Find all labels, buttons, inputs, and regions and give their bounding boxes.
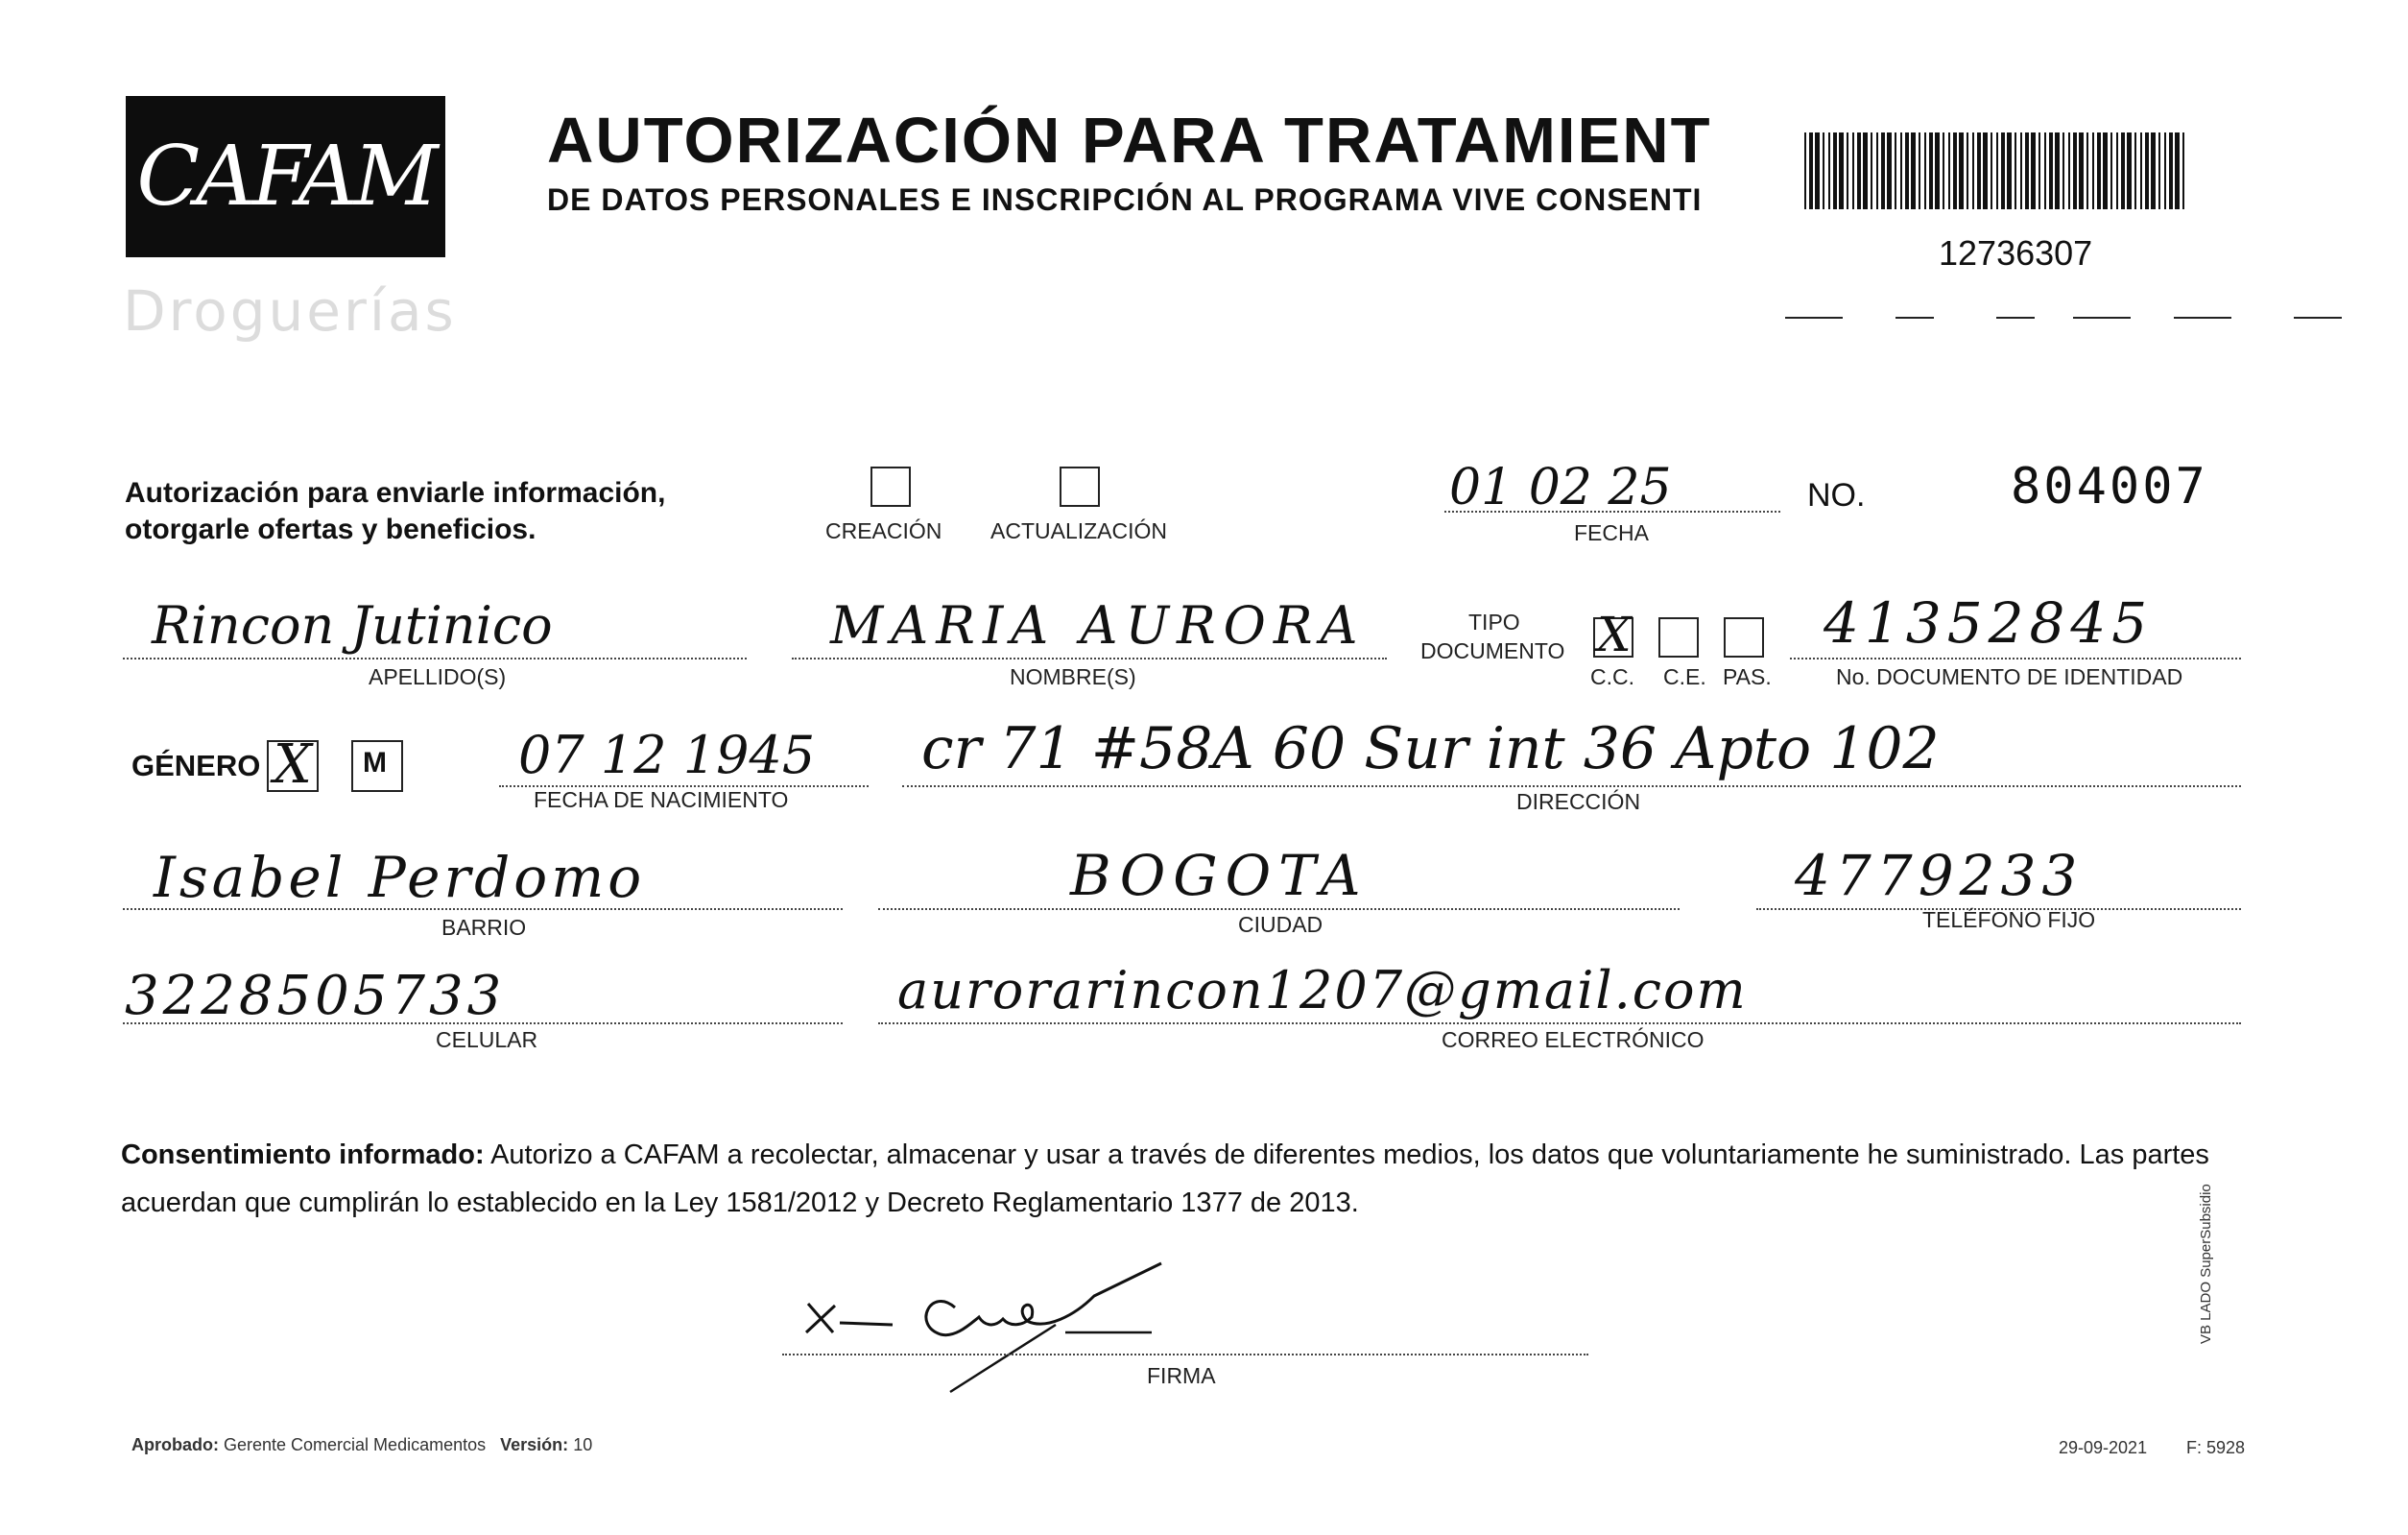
documento-label: DOCUMENTO: [1420, 638, 1565, 663]
actualizacion-checkbox[interactable]: [1060, 467, 1100, 507]
actualizacion-label: ACTUALIZACIÓN: [990, 518, 1168, 543]
barrio-line: [123, 908, 843, 910]
genero-label: GÉNERO: [131, 749, 261, 782]
divider: [2073, 317, 2131, 319]
barcode-bar: [1929, 132, 1933, 209]
documento-line: [1790, 658, 2241, 660]
auth-text-line2: otorgarle ofertas y beneficios.: [125, 514, 536, 545]
divider: [1785, 317, 1843, 319]
barcode-bar: [1871, 132, 1872, 209]
barcode-bar: [2062, 132, 2064, 209]
ciudad-label: CIUDAD: [1238, 912, 1323, 937]
firma-label: FIRMA: [1147, 1363, 1216, 1388]
form-subtitle: DE DATOS PERSONALES E INSCRIPCIÓN AL PROGRAMA VIVE CONSENTI: [547, 182, 1703, 217]
logo-subtitle: Droguerías: [123, 278, 457, 344]
barcode-bar: [2121, 132, 2125, 209]
barcode-bar: [1943, 132, 1944, 209]
aprobado-label: Aprobado:: [131, 1435, 219, 1454]
barcode-bar: [1881, 132, 1885, 209]
nombres-line: [792, 658, 1387, 660]
documento-numero-label: No. DOCUMENTO DE IDENTIDAD: [1836, 664, 2183, 689]
firma-line: [782, 1354, 1588, 1355]
no-label: NO.: [1807, 477, 1866, 514]
auth-text-line1: Autorización para enviarle información,: [125, 477, 666, 509]
nacimiento-label: FECHA DE NACIMIENTO: [534, 787, 789, 812]
cafam-logo: CAFAM: [126, 96, 445, 257]
barcode-bar: [1828, 132, 1830, 209]
barcode-bar: [2169, 132, 2173, 209]
barcode-bar: [1900, 132, 1902, 209]
barcode-bar: [1887, 132, 1892, 209]
consent-title: Consentimiento informado:: [121, 1139, 485, 1170]
barcode-bar: [2086, 132, 2088, 209]
footer-date: 29-09-2021: [2059, 1438, 2148, 1457]
barcode-bar: [2151, 132, 2156, 209]
barcode-bar: [2140, 132, 2142, 209]
version-value: 10: [573, 1435, 593, 1454]
barcode-bar: [2134, 132, 2136, 209]
barcode-bar: [1847, 132, 1848, 209]
barcode-bar: [2097, 132, 2101, 209]
ciudad-value: BOGOTA: [1070, 843, 1369, 908]
barcode-bar: [1935, 132, 1940, 209]
barcode-bar: [1833, 132, 1837, 209]
form-number: 804007: [2011, 458, 2208, 516]
footer-approval: [131, 1435, 592, 1455]
correo-value: aurorarincon1207@gmail.com: [897, 960, 1748, 1020]
documento-value: 41352845: [1824, 590, 2154, 656]
barcode-bar: [1948, 132, 1950, 209]
ce-label: C.E.: [1663, 664, 1706, 689]
barcode: [1804, 132, 2188, 209]
barcode-bar: [2175, 132, 2180, 209]
barcode-bar: [2020, 132, 2022, 209]
correo-label: CORREO ELECTRÓNICO: [1442, 1027, 1705, 1052]
apellidos-line: [123, 658, 747, 660]
direccion-value: cr 71 #58A 60 Sur int 36 Apto 102: [921, 715, 1940, 782]
barcode-bar: [2007, 132, 2012, 209]
barcode-bar: [1972, 132, 1974, 209]
cc-check-mark: X: [1597, 607, 1632, 662]
barcode-bar: [2025, 132, 2029, 209]
consent-text: Autorizo a CAFAM a recolectar, almacenar y usar a través de diferentes medios, los datos que voluntariamente he suministrado. Las partes acuerdan que cumplirán lo establecido en la Ley 1581/2012 y Decreto Reglamentario 1377 de 2013.: [121, 1139, 2209, 1218]
ce-checkbox[interactable]: [1658, 617, 1699, 658]
tipo-label: TIPO: [1468, 610, 1520, 635]
barcode-bar: [1959, 132, 1964, 209]
side-vertical-text: VB LADO SuperSubsidio: [2198, 1184, 2214, 1344]
pas-checkbox[interactable]: [1724, 617, 1764, 658]
aprobado-value: Gerente Comercial Medicamentos: [224, 1435, 487, 1454]
barcode-bar: [1863, 132, 1868, 209]
signature-image: [787, 1258, 1190, 1402]
barcode-bar: [1804, 132, 1806, 209]
barcode-bar: [2127, 132, 2132, 209]
nombres-value: MARIA AURORA: [830, 595, 1366, 656]
barcode-bar: [2015, 132, 2016, 209]
creacion-checkbox[interactable]: [870, 467, 911, 507]
barcode-bar: [2103, 132, 2108, 209]
fecha-label: FECHA: [1574, 520, 1649, 545]
barcode-bar: [2031, 132, 2036, 209]
genero-m-label: M: [363, 747, 387, 779]
telefono-value: 4779233: [1795, 843, 2084, 908]
barcode-bar: [2055, 132, 2060, 209]
barcode-bar: [2158, 132, 2160, 209]
barcode-bar: [1823, 132, 1824, 209]
barcode-bar: [1839, 132, 1844, 209]
celular-label: CELULAR: [436, 1027, 538, 1052]
barcode-bar: [2079, 132, 2084, 209]
apellidos-value: Rincon Jutinico: [152, 595, 553, 656]
form-title: AUTORIZACIÓN PARA TRATAMIENT: [547, 105, 1712, 177]
barcode-number: 12736307: [1939, 233, 2093, 273]
barcode-bar: [1919, 132, 1920, 209]
barcode-bar: [1924, 132, 1926, 209]
cc-label: C.C.: [1590, 664, 1634, 689]
fecha-line: [1444, 511, 1780, 513]
barcode-bar: [1977, 132, 1981, 209]
barcode-bar: [1809, 132, 1813, 209]
barcode-bar: [1967, 132, 1968, 209]
barcode-bar: [1876, 132, 1878, 209]
barcode-bar: [1911, 132, 1916, 209]
barcode-bar: [2164, 132, 2166, 209]
divider: [2174, 317, 2231, 319]
barcode-bar: [2116, 132, 2118, 209]
divider: [2294, 317, 2342, 319]
pas-label: PAS.: [1723, 664, 1772, 689]
barcode-bar: [2182, 132, 2184, 209]
correo-line: [878, 1022, 2241, 1024]
barcode-bar: [2044, 132, 2046, 209]
barcode-bar: [2073, 132, 2077, 209]
barcode-bar: [1857, 132, 1861, 209]
ciudad-line: [878, 908, 1680, 910]
apellidos-label: APELLIDO(S): [369, 664, 507, 689]
barcode-bar: [1996, 132, 1998, 209]
barcode-bar: [2001, 132, 2005, 209]
footer-code: F: 5928: [2186, 1438, 2246, 1457]
version-label: Versión:: [500, 1435, 569, 1454]
barcode-bar: [2038, 132, 2040, 209]
direccion-line: [902, 785, 2241, 787]
creacion-label: CREACIÓN: [825, 518, 942, 543]
barcode-bar: [1983, 132, 1988, 209]
barcode-bar: [1905, 132, 1909, 209]
barcode-bar: [1991, 132, 1992, 209]
barcode-bar: [1953, 132, 1957, 209]
barcode-bar: [1895, 132, 1896, 209]
direccion-label: DIRECCIÓN: [1516, 789, 1641, 814]
fecha-value: 01 02 25: [1449, 459, 1672, 516]
consent-paragraph: [121, 1131, 2261, 1227]
celular-value: 3228505733: [125, 965, 506, 1027]
nombres-label: NOMBRE(S): [1010, 664, 1136, 689]
barcode-bar: [2092, 132, 2094, 209]
telefono-label: TELÉFONO FIJO: [1922, 907, 2096, 932]
barcode-bar: [2110, 132, 2112, 209]
barcode-bar: [1815, 132, 1820, 209]
celular-line: [123, 1022, 843, 1024]
barrio-value: Isabel Perdomo: [154, 845, 646, 910]
divider: [1895, 317, 1934, 319]
divider: [1996, 317, 2035, 319]
genero-f-mark: X: [274, 733, 312, 796]
barcode-bar: [2049, 132, 2053, 209]
barcode-bar: [2068, 132, 2070, 209]
nacimiento-value: 07 12 1945: [518, 725, 816, 785]
barcode-bar: [1852, 132, 1854, 209]
barcode-bar: [2145, 132, 2149, 209]
barrio-label: BARRIO: [441, 915, 527, 940]
